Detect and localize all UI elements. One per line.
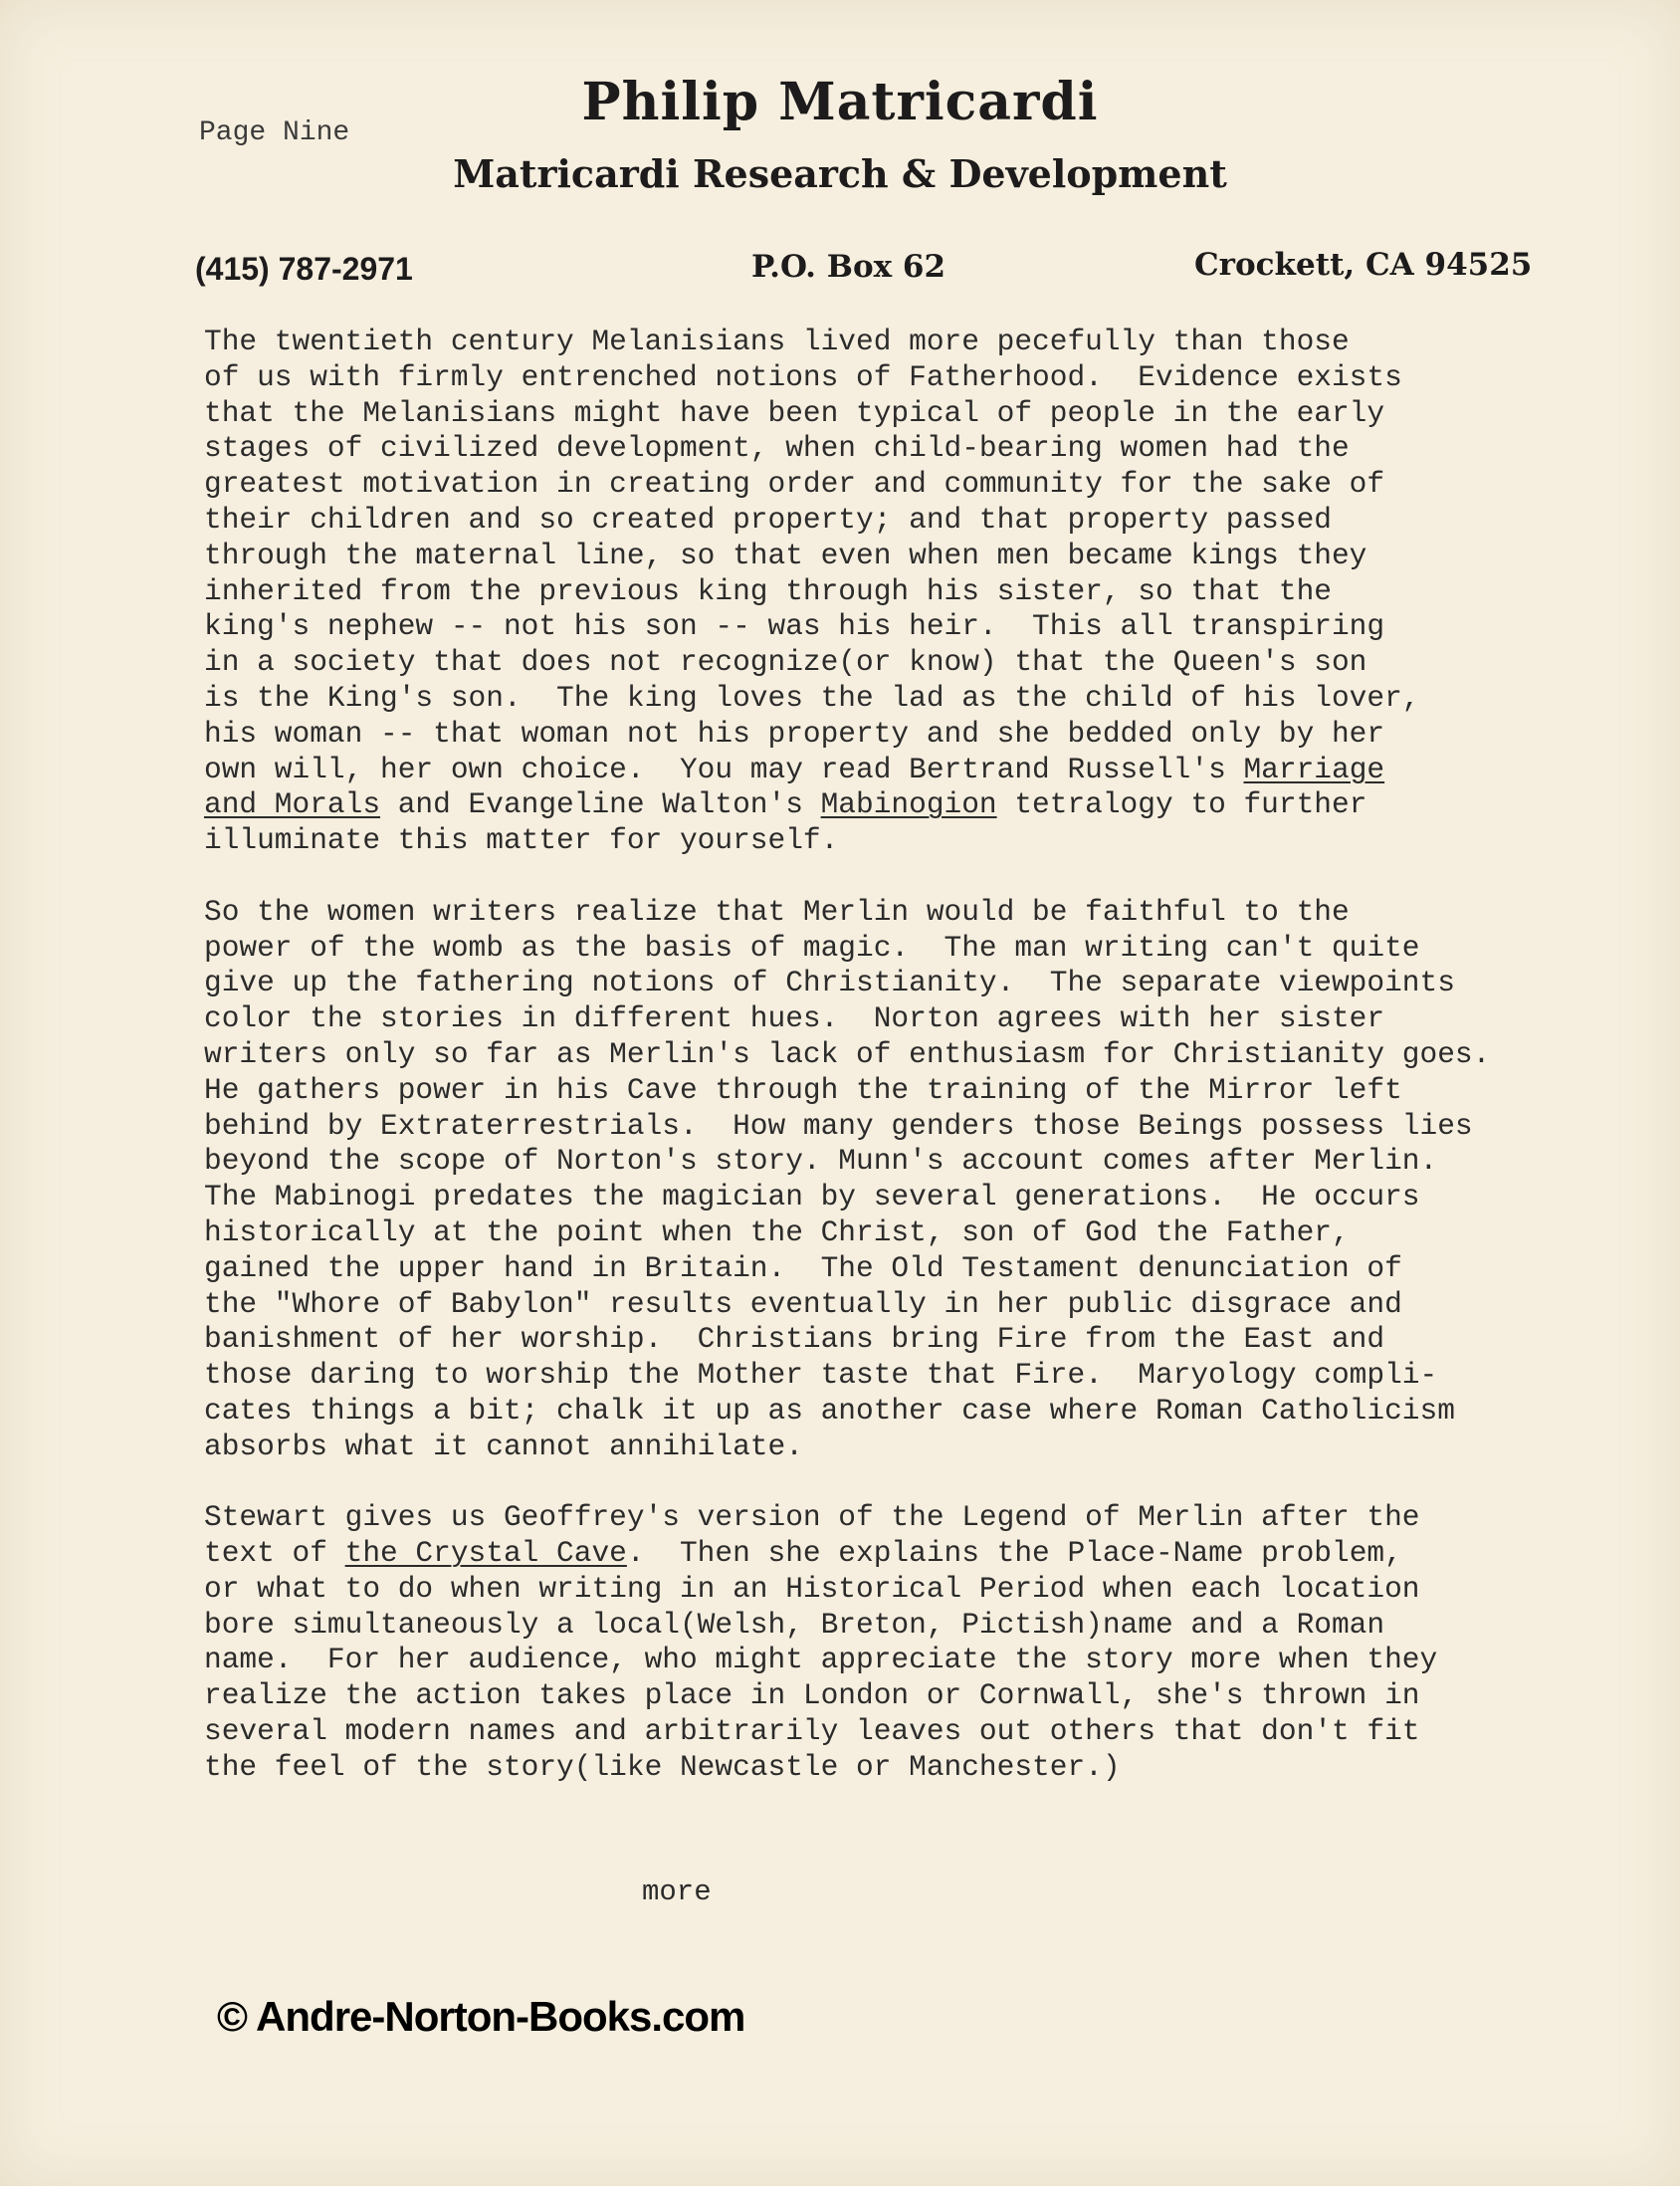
text-line: greatest motivation in creating order and community for the sake of: [204, 467, 1385, 502]
text-line: through the maternal line, so that even when men became kings they: [204, 538, 1367, 572]
text-line: of us with firmly entrenched notions of Fatherhood. Evidence exists: [204, 359, 1402, 394]
text-line: writers only so far as Merlin's lack of enthusiasm for Christianity goes.: [204, 1036, 1491, 1071]
text-line: their children and so created property; and that property passed: [204, 502, 1332, 537]
text-line: the "Whore of Babylon" results eventually in her public disgrace and: [204, 1286, 1402, 1321]
text-line: several modern names and arbitrarily leaves out others that don't fit: [204, 1714, 1420, 1749]
text-line: The twentieth century Melanisians lived more pecefully than those: [204, 325, 1350, 358]
text-segment: . Then she explains the Place-Name problem,: [626, 1536, 1402, 1571]
text-line: in a society that does not recognize(or know) that the Queen's son: [204, 645, 1367, 680]
letterhead-name: Philip Matricardi: [581, 72, 1099, 132]
text-line: king's nephew -- not his son -- was his heir. This all transpiring: [204, 609, 1385, 644]
text-line: is the King's son. The king loves the lad as the child of his lover,: [204, 680, 1420, 715]
text-segment: and Evangeline Walton's: [380, 787, 821, 822]
text-line: that the Melanisians might have been typical of people in the early: [204, 395, 1385, 430]
text-line: absorbs what it cannot annihilate.: [204, 1429, 803, 1463]
text-segment: tetralogy to further: [996, 787, 1367, 822]
text-line: cates things a bit; chalk it up as another case where Roman Catholicism: [204, 1393, 1455, 1428]
continued-more: more: [642, 1875, 712, 1908]
text-line: behind by Extraterrestrials. How many genders those Beings possess lies: [204, 1108, 1473, 1143]
text-line: realize the action takes place in London or Cornwall, she's thrown in: [204, 1678, 1420, 1713]
text-line: So the women writers realize that Merlin would be faithful to the: [204, 894, 1350, 929]
paragraph-1: [204, 325, 1637, 859]
copyright-watermark: © Andre-Norton-Books.com: [217, 1993, 745, 2040]
paragraph-3: [204, 1500, 1637, 1785]
letterhead-phone: (415) 787-2971: [195, 251, 413, 287]
text-line: or what to do when writing in an Historical Period when each location: [204, 1571, 1420, 1606]
text-line: [204, 1536, 1637, 1572]
book-title-crystal-cave: the Crystal Cave: [344, 1536, 627, 1571]
text-line: name. For her audience, who might appreciate the story more when they: [204, 1643, 1438, 1677]
letterhead-company: Matricardi Research & Development: [453, 151, 1227, 196]
text-line: Stewart gives us Geoffrey's version of the Legend of Merlin after the: [204, 1500, 1420, 1535]
letterhead-po-box: P.O. Box 62: [751, 249, 946, 285]
letter-body: [204, 325, 1637, 1821]
text-line: his woman -- that woman not his property and she bedded only by her: [204, 716, 1385, 751]
text-line: [204, 787, 1637, 823]
text-line: beyond the scope of Norton's story. Munn's account comes after Merlin.: [204, 1144, 1438, 1179]
text-line: The Mabinogi predates the magician by several generations. He occurs: [204, 1180, 1420, 1214]
text-line: illuminate this matter for yourself.: [204, 823, 839, 858]
letterhead-city: Crockett, CA 94525: [1194, 247, 1533, 283]
book-title-mabinogion: Mabinogion: [820, 787, 997, 822]
text-line: bore simultaneously a local(Welsh, Breton, Pictish)name and a Roman: [204, 1607, 1385, 1642]
text-line: stages of civilized development, when child-bearing women had the: [204, 431, 1350, 466]
text-line: [204, 753, 1637, 788]
book-title-morals: and Morals: [204, 787, 381, 822]
text-line: the feel of the story(like Newcastle or Manchester.): [204, 1749, 1121, 1784]
text-line: give up the fathering notions of Christianity. The separate viewpoints: [204, 966, 1455, 1000]
text-segment: text of: [204, 1536, 345, 1571]
text-line: historically at the point when the Christ, son of God the Father,: [204, 1214, 1350, 1249]
text-line: those daring to worship the Mother taste that Fire. Maryology compli-: [204, 1358, 1438, 1393]
text-line: He gathers power in his Cave through the training of the Mirror left: [204, 1072, 1402, 1107]
text-line: banishment of her worship. Christians bring Fire from the East and: [204, 1322, 1385, 1357]
text-line: gained the upper hand in Britain. The Old Testament denunciation of: [204, 1250, 1402, 1285]
text-segment: own will, her own choice. You may read Bertrand Russell's: [204, 752, 1244, 786]
text-line: power of the womb as the basis of magic. The man writing can't quite: [204, 930, 1420, 965]
page-number: Page Nine: [199, 117, 350, 148]
text-line: inherited from the previous king through his sister, so that the: [204, 573, 1332, 608]
text-line: color the stories in different hues. Norton agrees with her sister: [204, 1001, 1385, 1036]
paragraph-2: [204, 895, 1637, 1465]
book-title-marriage: Marriage: [1243, 752, 1385, 786]
